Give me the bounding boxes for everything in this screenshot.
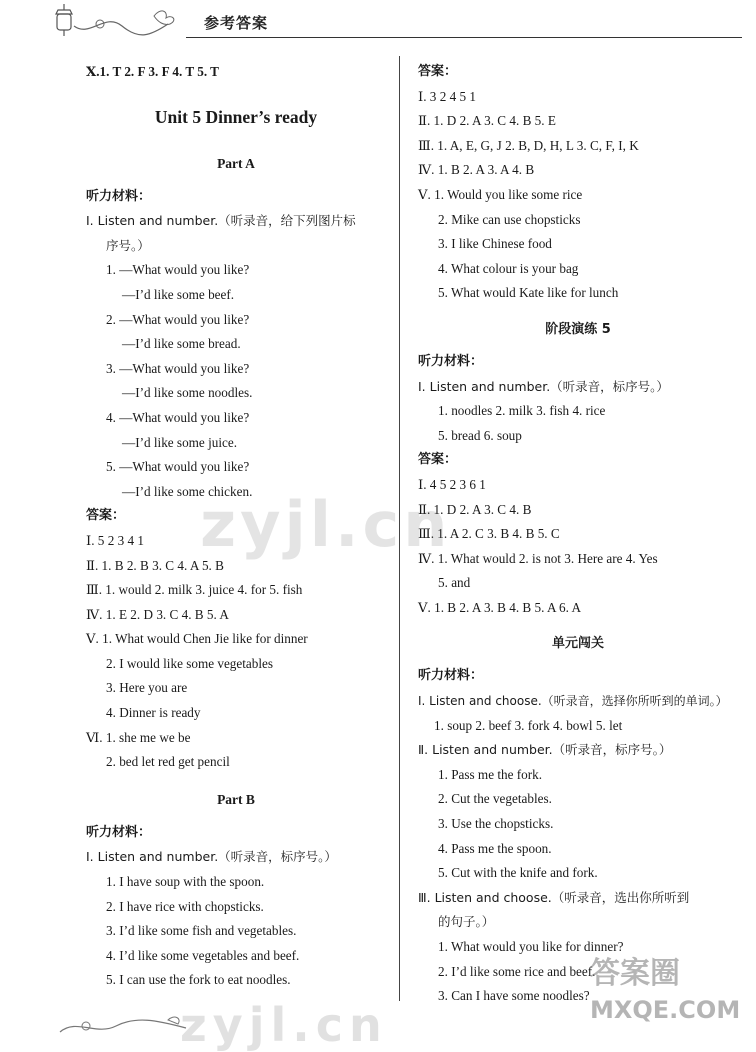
question-title-cont: 序号。） [106,237,150,253]
answer-line: Ⅳ. 1. What would 2. is not 3. Here are 4. Yes [418,550,658,566]
left-column [86,60,386,993]
answer-line: 4. What colour is your bag [438,260,579,276]
lantern-vine-decoration-icon [50,2,190,42]
answer-label: 答案： [86,508,126,524]
answer-label: 答案： [418,452,458,468]
dialog-line: 3. —What would you like? [106,360,250,376]
header-rule [186,37,742,38]
list-item: 2. I’d like some rice and beef. [438,963,596,979]
logo-text-en: MXQE.COM [590,996,741,1024]
answer-line: Ⅲ. 1. would 2. milk 3. juice 4. for 5. fish [86,582,303,598]
listening-label: 听力材料： [86,824,152,840]
listening-label: 听力材料： [86,188,152,204]
answer-line: 4. Dinner is ready [106,705,201,721]
list-item: 3. Use the chopsticks. [438,816,554,832]
question-title: Ⅰ. Listen and choose.（听录音，选择你所听到的单词。） [418,694,728,709]
answer-line: 2. I would like some vegetables [106,655,274,671]
question-title: Ⅱ. Listen and number.（听录音，标序号。） [418,742,672,758]
unit-check-title: 单元闯关 [551,636,604,652]
list-item: 3. Can I have some noodles? [438,988,590,1004]
list-item: 1. noodles 2. milk 3. fish 4. rice [438,403,606,419]
answer-line: 5. What would Kate like for lunch [438,285,619,301]
answer-line: Ⅰ. 5 2 3 4 1 [86,532,144,548]
logo-text-cn: 答案圈 [590,956,680,991]
question-title: Ⅰ. Listen and number.（听录音，标序号。） [418,378,669,394]
answer-line: Ⅲ. 1. A, E, G, J 2. B, D, H, L 3. C, F, I, K [418,137,639,153]
page-header [0,0,756,46]
column-divider [399,56,400,1001]
answer-line: Ⅵ. 1. she me we be [86,729,191,745]
list-item: 3. I’d like some fish and vegetables. [106,923,297,939]
dialog-line: —I’d like some beef. [122,286,235,302]
site-logo [590,948,740,1034]
part-a-title: Part A [217,155,255,171]
answer-line: 2. bed let red get pencil [106,754,230,770]
answer-line: Ⅰ. 4 5 2 3 6 1 [418,476,486,492]
dialog-line: —I’d like some noodles. [122,385,253,401]
answer-line-x: Ⅹ.1. T 2. F 3. F 4. T 5. T [86,64,219,79]
dialog-line: 4. —What would you like? [106,409,250,425]
answer-line: 5. and [438,575,471,591]
answer-line: Ⅴ. 1. What would Chen Jie like for dinner [86,631,308,647]
list-item: 4. I’d like some vegetables and beef. [106,947,300,963]
answer-line: 3. Here you are [106,680,188,696]
list-item: 1. Pass me the fork. [438,766,543,782]
list-item: 1. What would you like for dinner? [438,939,624,954]
dialog-line: 1. —What would you like? [106,262,250,278]
answer-line: Ⅴ. 1. B 2. A 3. B 4. B 5. A 6. A [418,599,582,615]
answer-line: Ⅳ. 1. E 2. D 3. C 4. B 5. A [86,606,229,622]
answer-line: Ⅱ. 1. D 2. A 3. C 4. B [418,501,532,517]
list-item: 5. Cut with the knife and fork. [438,865,598,881]
answer-line: Ⅴ. 1. Would you like some rice [418,186,583,202]
list-item: 2. Cut the vegetables. [438,791,552,807]
list-item: 1. soup 2. beef 3. fork 4. bowl 5. let [434,717,623,733]
watermark: zyjl.cn [200,488,452,561]
dialog-line: —I’d like some chicken. [122,483,253,499]
question-title-cont: 的句子。） [438,914,495,930]
answer-line: Ⅰ. 3 2 4 5 1 [418,88,476,104]
list-item: 1. I have soup with the spoon. [106,874,265,890]
list-item: 4. Pass me the spoon. [438,840,552,856]
watermark-bottom: zyjl.cn [180,998,388,1052]
answer-line: Ⅱ. 1. D 2. A 3. C 4. B 5. E [418,113,556,129]
part-b-title: Part B [217,791,255,807]
answer-label: 答案： [418,64,458,79]
right-column [418,60,738,1009]
list-item: 5. bread 6. soup [438,427,522,443]
list-item: 2. I have rice with chopsticks. [106,898,264,914]
answer-line: Ⅱ. 1. B 2. B 3. C 4. A 5. B [86,557,224,573]
header-title: 参考答案 [204,14,269,32]
vine-decoration-icon [56,1014,196,1038]
dialog-line: —I’d like some juice. [122,434,237,450]
question-title: Ⅲ. Listen and choose.（听录音，选出你所听到 [418,889,690,905]
question-title: Ⅰ. Listen and number.（听录音，给下列图片标 [86,213,356,229]
dialog-line: —I’d like some bread. [122,336,241,352]
stage-title: 阶段演练 5 [545,321,611,337]
answer-line: Ⅲ. 1. A 2. C 3. B 4. B 5. C [418,526,560,542]
list-item: 5. I can use the fork to eat noodles. [106,972,291,988]
answer-line: 3. I like Chinese food [438,236,552,252]
listening-label: 听力材料： [418,353,484,369]
answer-line: Ⅳ. 1. B 2. A 3. A 4. B [418,162,535,178]
unit-title: Unit 5 Dinner’s ready [154,106,318,127]
dialog-line: 5. —What would you like? [106,459,250,475]
dialog-line: 2. —What would you like? [106,311,250,327]
answer-line: 2. Mike can use chopsticks [438,211,581,227]
question-title: Ⅰ. Listen and number.（听录音，标序号。） [86,849,337,865]
listening-label: 听力材料： [418,668,484,684]
